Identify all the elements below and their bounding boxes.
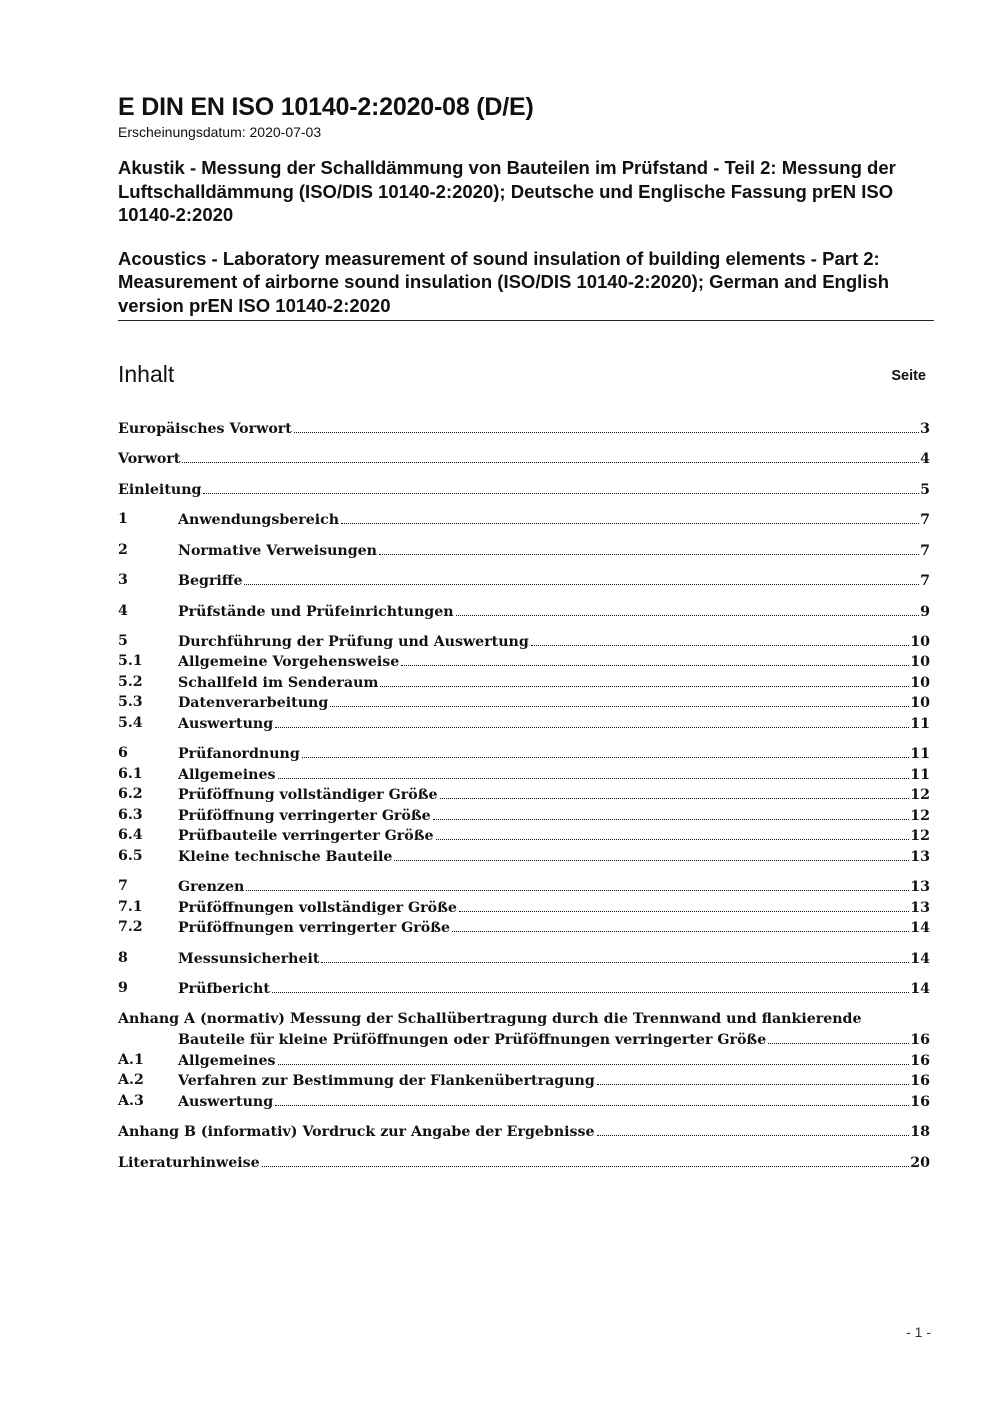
toc-entry-number: 5.2	[118, 674, 143, 690]
header-divider	[118, 320, 934, 321]
toc-entry-title: Auswertung	[178, 1094, 274, 1110]
toc-entry-number: 3	[118, 572, 128, 588]
toc-entry-title: Durchführung der Prüfung und Auswertung	[178, 634, 529, 650]
toc-entry-title: Bauteile für kleine Prüföffnungen oder Prüföffnungen verringerter Größe	[178, 1032, 767, 1048]
toc-entry-title: Allgemeines	[178, 767, 276, 783]
toc-entry-title: Verfahren zur Bestimmung der Flankenübertragung	[178, 1073, 595, 1089]
toc-entry[interactable]	[118, 672, 930, 692]
toc-entry[interactable]	[118, 1121, 930, 1141]
toc-entry[interactable]	[118, 631, 930, 651]
toc-entry-page: 18	[910, 1124, 930, 1140]
toc-entry[interactable]	[118, 1070, 930, 1090]
toc-entry-page: 16	[910, 1053, 930, 1069]
toc-entry[interactable]	[118, 418, 930, 438]
toc-entry-page: 4	[920, 451, 930, 467]
toc-entry[interactable]	[118, 540, 930, 560]
toc-entry[interactable]	[118, 917, 930, 937]
toc-entry-number: 4	[118, 603, 128, 619]
toc-entry-page: 9	[920, 604, 930, 620]
toc-entry-page: 7	[920, 543, 930, 559]
toc-entry[interactable]	[118, 601, 930, 621]
toc-entry-title: Anhang B (informativ) Vordruck zur Angabe der Ergebnisse	[118, 1124, 595, 1140]
toc-entry-page: 14	[910, 981, 930, 997]
toc-entry-page: 13	[910, 849, 930, 865]
toc-entry-page: 16	[910, 1073, 930, 1089]
publication-date: Erscheinungsdatum: 2020-07-03	[118, 124, 322, 140]
toc-entry-page: 16	[910, 1094, 930, 1110]
toc-entry-number: 6.4	[118, 827, 143, 843]
toc-entry[interactable]	[118, 978, 930, 998]
toc-entry-number: 8	[118, 950, 128, 966]
toc-entry-number: 9	[118, 980, 128, 996]
toc-entry-page: 11	[910, 767, 930, 783]
toc-entry-title: Einleitung	[118, 482, 202, 498]
toc-entry[interactable]	[118, 825, 930, 845]
toc-page-column-label: Seite	[891, 368, 926, 384]
toc-entry-title: Prüfbericht	[178, 981, 270, 997]
toc-entry[interactable]	[118, 713, 930, 733]
toc-entry[interactable]	[118, 448, 930, 468]
document-title: E DIN EN ISO 10140-2:2020-08 (D/E)	[118, 93, 534, 121]
toc-entry-number: 7.1	[118, 899, 143, 915]
toc-entry-title: Vorwort	[118, 451, 181, 467]
toc-entry-number: 5.4	[118, 715, 143, 731]
toc-entry-page: 10	[910, 654, 930, 670]
toc-entry-title: Allgemeine Vorgehensweise	[178, 654, 400, 670]
toc-entry-title: Begriffe	[178, 573, 243, 589]
toc-entry[interactable]	[118, 948, 930, 968]
toc-entry-page: 14	[910, 951, 930, 967]
toc-entry-page: 13	[910, 879, 930, 895]
toc-entry-title: Normative Verweisungen	[178, 543, 377, 559]
toc-entry-page: 12	[910, 787, 930, 803]
toc-entry-number: 5	[118, 633, 128, 649]
toc-entry-number: 6.1	[118, 766, 143, 782]
toc-entry-title: Prüföffnung vollständiger Größe	[178, 787, 438, 803]
toc-entry[interactable]	[118, 743, 930, 763]
toc-entry-title: Auswertung	[178, 716, 274, 732]
toc-entry[interactable]	[118, 692, 930, 712]
toc-entry[interactable]	[118, 805, 930, 825]
toc-entry-title: Grenzen	[178, 879, 245, 895]
toc-annex-a-heading[interactable]: Anhang A (normativ) Messung der Schallübertragung durch die Trennwand und flankierende	[118, 1011, 862, 1027]
toc-heading-row	[118, 360, 926, 390]
title-english: Acoustics - Laboratory measurement of sound insulation of building elements - Part 2: Measurement of airborne sound insulation (ISO/DIS 10140-2:2020); German and English version prEN ISO 10140-2:2020	[118, 247, 890, 316]
toc-entry-number: 6.5	[118, 848, 143, 864]
toc-entry[interactable]	[118, 846, 930, 866]
toc-entry-number: 5.1	[118, 653, 143, 669]
toc-entry-title: Messunsicherheit	[178, 951, 320, 967]
toc-entry-number: 7	[118, 878, 128, 894]
toc-entry-number: 7.2	[118, 919, 143, 935]
toc-entry-page: 11	[910, 716, 930, 732]
toc-entry-page: 13	[910, 900, 930, 916]
toc-entry[interactable]	[118, 876, 930, 896]
toc-entry-number: A.1	[118, 1052, 144, 1068]
toc-entry-page: 10	[910, 634, 930, 650]
toc-entry-page: 5	[920, 482, 930, 498]
toc-entry[interactable]	[118, 1152, 930, 1172]
toc-entry-number: 1	[118, 511, 128, 527]
toc-entry[interactable]	[118, 1050, 930, 1070]
toc-entry-title: Kleine technische Bauteile	[178, 849, 393, 865]
toc-entry-number: A.3	[118, 1093, 144, 1109]
toc-entry[interactable]	[118, 784, 930, 804]
toc-title: Inhalt	[118, 361, 175, 387]
toc-entry-number: 6.2	[118, 786, 143, 802]
toc-entry-page: 7	[920, 573, 930, 589]
toc-entry-page: 10	[910, 675, 930, 691]
toc-entry-page: 20	[910, 1155, 930, 1171]
title-german: Akustik - Messung der Schalldämmung von Bauteilen im Prüfstand - Teil 2: Messung der Luftschalldämmung (ISO/DIS 10140-2:2020); Deutsche und Englische Fassung prEN ISO 10140-2:2020	[118, 157, 896, 225]
toc-entry-page: 3	[920, 421, 930, 437]
toc-entry-title: Anwendungsbereich	[178, 512, 340, 528]
toc-entry[interactable]	[118, 509, 930, 529]
toc-entry[interactable]	[118, 570, 930, 590]
toc-entry-number: A.2	[118, 1072, 144, 1088]
toc-entry-page: 11	[910, 746, 930, 762]
toc-entry[interactable]	[118, 897, 930, 917]
toc-entry-page: 14	[910, 920, 930, 936]
page-number: - 1 -	[906, 1324, 931, 1340]
toc-entry[interactable]	[118, 651, 930, 671]
toc-entry-page: 12	[910, 808, 930, 824]
toc-entry-title: Literaturhinweise	[118, 1155, 260, 1171]
toc-entry[interactable]	[118, 479, 930, 499]
toc-entry-title: Prüfbauteile verringerter Größe	[178, 828, 434, 844]
toc-entry-title: Prüfstände und Prüfeinrichtungen	[178, 604, 454, 620]
toc-entry-number: 6.3	[118, 807, 143, 823]
toc-entry-title: Allgemeines	[178, 1053, 276, 1069]
toc-entry-page: 7	[920, 512, 930, 528]
toc-entry-title: Prüföffnung verringerter Größe	[178, 808, 431, 824]
toc-entry-title: Prüfanordnung	[178, 746, 300, 762]
document-header	[118, 92, 934, 319]
toc-entry[interactable]	[118, 1091, 930, 1111]
toc-entry-number: 5.3	[118, 694, 143, 710]
toc-entry[interactable]	[118, 764, 930, 784]
toc-entry-title: Schallfeld im Senderaum	[178, 675, 379, 691]
toc-entry-title: Prüföffnungen verringerter Größe	[178, 920, 451, 936]
toc-entry-page: 10	[910, 695, 930, 711]
toc-entry-title: Europäisches Vorwort	[118, 421, 292, 437]
toc-entry-number: 2	[118, 542, 128, 558]
toc-entry-page: 12	[910, 828, 930, 844]
toc-entry-number: 6	[118, 745, 128, 761]
toc-entry-page: 16	[910, 1032, 930, 1048]
toc-entry-title: Prüföffnungen vollständiger Größe	[178, 900, 457, 916]
toc-entry-title: Datenverarbeitung	[178, 695, 329, 711]
toc-entry[interactable]	[118, 1029, 930, 1049]
